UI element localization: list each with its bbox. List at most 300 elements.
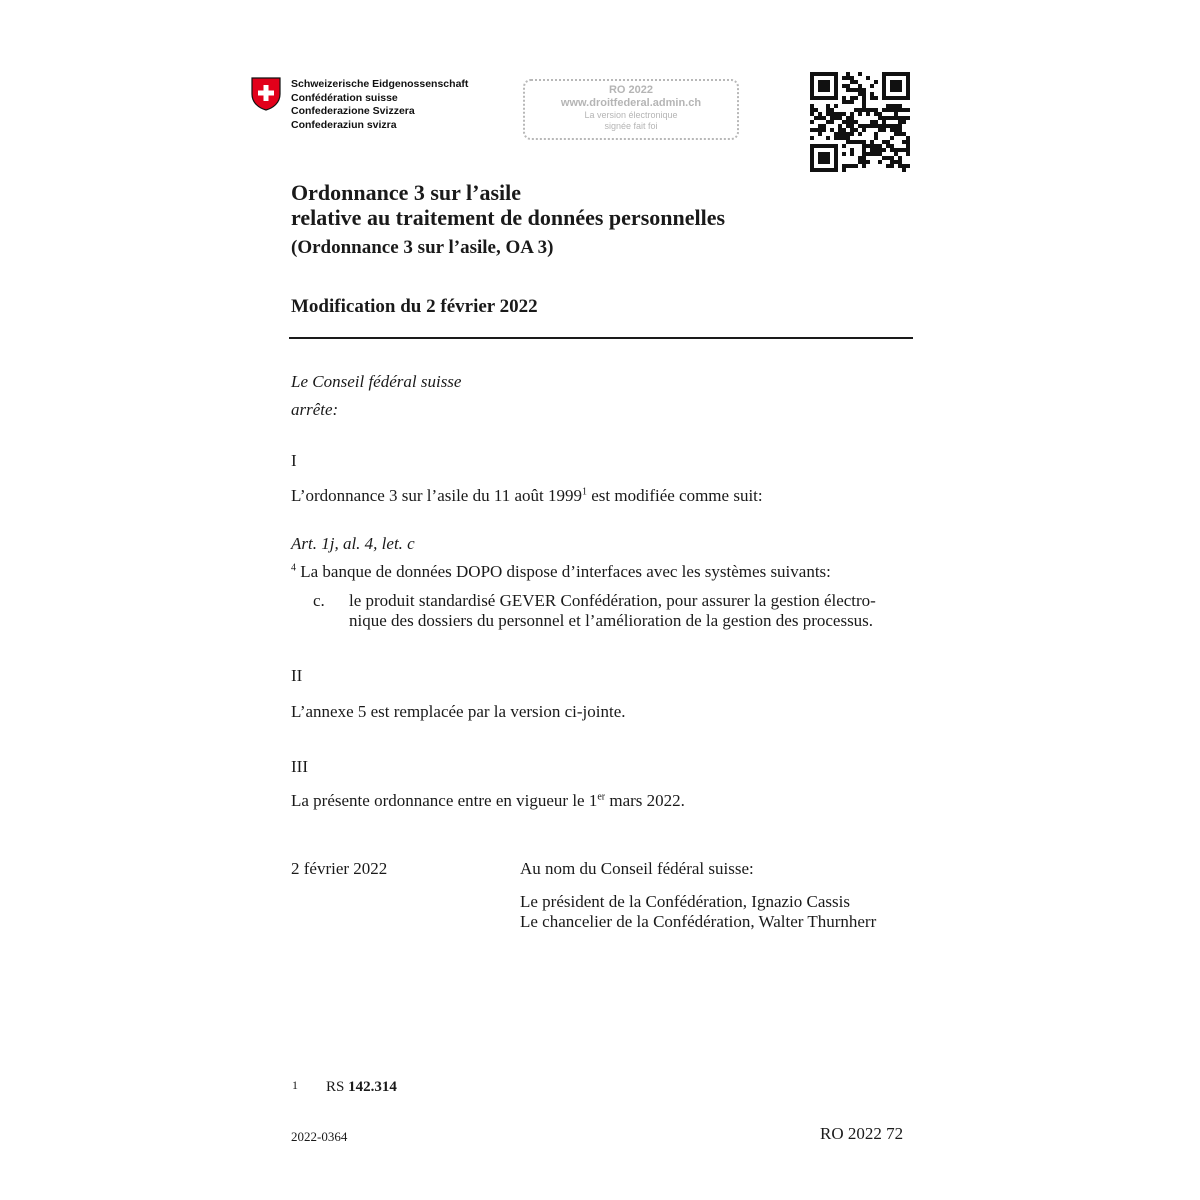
- qr-module: [822, 160, 826, 164]
- qr-module: [866, 152, 870, 156]
- qr-module: [850, 128, 854, 132]
- qr-module: [810, 152, 814, 156]
- qr-module: [842, 132, 846, 136]
- qr-module: [846, 164, 850, 168]
- qr-module: [810, 120, 814, 124]
- qr-module: [814, 72, 818, 76]
- qr-module: [874, 148, 878, 152]
- qr-module: [850, 164, 854, 168]
- qr-module: [906, 92, 910, 96]
- qr-module: [902, 164, 906, 168]
- qr-module: [850, 80, 854, 84]
- qr-module: [830, 144, 834, 148]
- qr-module: [886, 124, 890, 128]
- signatory-chancellor: Le chancelier de la Confédération, Walter Thurnherr: [520, 912, 877, 931]
- qr-module: [818, 132, 822, 136]
- confederation-name-de: Schweizerische Eidgenossenschaft: [291, 78, 469, 90]
- qr-module: [886, 96, 890, 100]
- footnote-ref-number: 142.314: [348, 1079, 397, 1095]
- qr-module: [822, 168, 826, 172]
- qr-module: [850, 132, 854, 136]
- confederation-names: [291, 78, 468, 132]
- qr-module: [838, 124, 842, 128]
- qr-module: [870, 152, 874, 156]
- qr-module: [810, 148, 814, 152]
- qr-module: [894, 84, 898, 88]
- qr-module: [882, 80, 886, 84]
- qr-module: [898, 156, 902, 160]
- qr-module: [814, 128, 818, 132]
- qr-module: [818, 152, 822, 156]
- section-numeral-2: II: [291, 666, 303, 685]
- qr-module: [826, 136, 830, 140]
- qr-module: [882, 116, 886, 120]
- qr-module: [850, 124, 854, 128]
- qr-module: [890, 156, 894, 160]
- qr-module: [830, 128, 834, 132]
- qr-module: [822, 128, 826, 132]
- qr-module: [890, 84, 894, 88]
- qr-module: [822, 116, 826, 120]
- qr-module: [870, 148, 874, 152]
- qr-module: [842, 96, 846, 100]
- stamp-url: www.droitfederal.admin.ch: [560, 97, 702, 109]
- qr-module: [810, 164, 814, 168]
- qr-module: [890, 160, 894, 164]
- qr-module: [902, 132, 906, 136]
- ordinal-suffix: er: [597, 791, 606, 803]
- qr-module: [878, 144, 882, 148]
- qr-module: [890, 80, 894, 84]
- qr-module: [870, 92, 874, 96]
- qr-module: [866, 112, 870, 116]
- qr-module: [834, 96, 838, 100]
- qr-module: [898, 120, 902, 124]
- qr-module: [870, 124, 874, 128]
- qr-module: [898, 104, 902, 108]
- qr-module: [874, 152, 878, 156]
- qr-module: [870, 140, 874, 144]
- qr-module: [850, 148, 854, 152]
- qr-module: [882, 108, 886, 112]
- qr-module: [874, 120, 878, 124]
- qr-module: [826, 84, 830, 88]
- qr-module: [854, 140, 858, 144]
- qr-module: [886, 156, 890, 160]
- qr-module: [842, 152, 846, 156]
- qr-module: [814, 168, 818, 172]
- qr-module: [906, 108, 910, 112]
- qr-module: [846, 88, 850, 92]
- qr-module: [894, 96, 898, 100]
- qr-module: [870, 120, 874, 124]
- qr-module: [842, 144, 846, 148]
- qr-module: [826, 104, 830, 108]
- stamp-note2: signée fait foi: [604, 121, 658, 131]
- qr-module: [818, 80, 822, 84]
- qr-module: [906, 72, 910, 76]
- qr-module: [822, 156, 826, 160]
- qr-module: [890, 72, 894, 76]
- qr-module: [842, 128, 846, 132]
- qr-module: [858, 72, 862, 76]
- qr-module: [826, 88, 830, 92]
- qr-module: [906, 152, 910, 156]
- qr-module: [894, 80, 898, 84]
- qr-module: [858, 140, 862, 144]
- qr-module: [814, 144, 818, 148]
- qr-module: [902, 168, 906, 172]
- qr-module: [834, 160, 838, 164]
- qr-module: [866, 76, 870, 80]
- qr-module: [834, 116, 838, 120]
- qr-module: [898, 164, 902, 168]
- qr-module: [846, 124, 850, 128]
- qr-module: [834, 136, 838, 140]
- qr-module: [822, 72, 826, 76]
- qr-module: [886, 72, 890, 76]
- qr-module: [834, 112, 838, 116]
- qr-module: [858, 124, 862, 128]
- list-item-line-2: nique des dossiers du personnel et l’amélioration de la gestion des processus.: [349, 611, 874, 630]
- list-item-c: [349, 591, 876, 631]
- title-line-1: Ordonnance 3 sur l’asile: [291, 180, 522, 205]
- qr-module: [886, 144, 890, 148]
- qr-module: [842, 120, 846, 124]
- preamble-authority: Le Conseil fédéral suisse: [291, 372, 462, 391]
- qr-module: [862, 96, 866, 100]
- qr-module: [810, 88, 814, 92]
- footnote-number: 1: [292, 1078, 298, 1092]
- qr-module: [878, 128, 882, 132]
- section1-intro-rest: est modifiée comme suit:: [586, 486, 763, 505]
- qr-module: [902, 108, 906, 112]
- qr-module: [874, 108, 878, 112]
- signatories: [520, 892, 876, 932]
- qr-module: [874, 124, 878, 128]
- qr-module: [810, 128, 814, 132]
- qr-module: [882, 148, 886, 152]
- qr-module: [866, 108, 870, 112]
- qr-module: [846, 140, 850, 144]
- qr-module: [826, 112, 830, 116]
- qr-module: [898, 132, 902, 136]
- qr-module: [818, 72, 822, 76]
- qr-module: [846, 72, 850, 76]
- qr-module: [834, 156, 838, 160]
- qr-module: [906, 116, 910, 120]
- section3-text-end: mars 2022.: [605, 791, 685, 810]
- qr-module: [886, 164, 890, 168]
- qr-module: [862, 100, 866, 104]
- qr-module: [902, 120, 906, 124]
- qr-module: [858, 160, 862, 164]
- qr-module: [890, 136, 894, 140]
- qr-module: [858, 92, 862, 96]
- qr-module: [870, 144, 874, 148]
- qr-module: [898, 124, 902, 128]
- qr-module: [810, 136, 814, 140]
- qr-module: [874, 96, 878, 100]
- paragraph-4: [291, 562, 831, 582]
- qr-module: [834, 148, 838, 152]
- qr-module: [882, 84, 886, 88]
- qr-module: [862, 164, 866, 168]
- qr-module: [834, 168, 838, 172]
- qr-module: [826, 168, 830, 172]
- qr-module: [858, 112, 862, 116]
- qr-module: [826, 156, 830, 160]
- qr-module: [810, 104, 814, 108]
- qr-module: [818, 124, 822, 128]
- qr-module: [818, 84, 822, 88]
- qr-module: [890, 124, 894, 128]
- stamp-note1: La version électronique: [584, 110, 678, 120]
- qr-module: [890, 128, 894, 132]
- qr-module: [906, 88, 910, 92]
- qr-module: [862, 88, 866, 92]
- qr-module: [834, 80, 838, 84]
- qr-module: [834, 164, 838, 168]
- qr-module: [818, 156, 822, 160]
- qr-module: [834, 88, 838, 92]
- qr-module: [810, 112, 814, 116]
- qr-module: [830, 116, 834, 120]
- qr-module: [894, 152, 898, 156]
- qr-module: [846, 100, 850, 104]
- qr-module: [898, 148, 902, 152]
- qr-module: [850, 88, 854, 92]
- qr-module: [846, 76, 850, 80]
- qr-module: [814, 108, 818, 112]
- qr-module: [902, 148, 906, 152]
- qr-module: [830, 96, 834, 100]
- qr-module: [894, 72, 898, 76]
- qr-module: [894, 132, 898, 136]
- section2-text: L’annexe 5 est remplacée par la version ci-jointe.: [291, 702, 626, 721]
- qr-module: [878, 160, 882, 164]
- qr-module: [898, 84, 902, 88]
- qr-module: [878, 148, 882, 152]
- qr-module: [902, 116, 906, 120]
- qr-module: [846, 116, 850, 120]
- qr-module: [842, 168, 846, 172]
- list-item-line-1: le produit standardisé GEVER Confédération, pour assurer la gestion électro-: [349, 591, 876, 610]
- qr-module: [862, 156, 866, 160]
- qr-module: [894, 88, 898, 92]
- qr-module: [810, 76, 814, 80]
- qr-module: [890, 108, 894, 112]
- qr-module: [818, 168, 822, 172]
- qr-module: [886, 104, 890, 108]
- qr-module: [830, 168, 834, 172]
- qr-module: [890, 88, 894, 92]
- qr-module: [906, 164, 910, 168]
- qr-module: [862, 140, 866, 144]
- qr-module: [866, 144, 870, 148]
- qr-module: [818, 128, 822, 132]
- qr-module: [874, 144, 878, 148]
- qr-module: [894, 160, 898, 164]
- list-item-letter: c.: [313, 591, 325, 610]
- qr-module: [830, 120, 834, 124]
- qr-module: [882, 156, 886, 160]
- signature-stamp: [523, 79, 739, 140]
- qr-module: [834, 72, 838, 76]
- qr-module: [822, 124, 826, 128]
- qr-module: [862, 128, 866, 132]
- qr-module: [894, 108, 898, 112]
- qr-module: [810, 156, 814, 160]
- qr-module: [822, 88, 826, 92]
- qr-module: [842, 84, 846, 88]
- qr-module: [906, 136, 910, 140]
- swiss-crest-icon: [251, 77, 281, 111]
- qr-module: [846, 136, 850, 140]
- qr-module: [838, 112, 842, 116]
- qr-module: [882, 92, 886, 96]
- qr-module: [826, 96, 830, 100]
- qr-module: [886, 116, 890, 120]
- qr-module: [818, 160, 822, 164]
- qr-module: [874, 80, 878, 84]
- qr-module: [846, 120, 850, 124]
- qr-module: [826, 152, 830, 156]
- qr-module: [850, 120, 854, 124]
- qr-module: [894, 128, 898, 132]
- section1-intro: [291, 486, 763, 506]
- qr-module: [842, 112, 846, 116]
- qr-module: [862, 152, 866, 156]
- qr-module: [814, 96, 818, 100]
- qr-module: [838, 116, 842, 120]
- stamp-ro: RO 2022: [608, 84, 654, 96]
- qr-module: [826, 108, 830, 112]
- qr-module: [834, 104, 838, 108]
- section1-intro-text: L’ordonnance 3 sur l’asile du 11 août 1999: [291, 486, 582, 505]
- confederation-name-rm: Confederaziun svizra: [291, 118, 397, 131]
- qr-module: [898, 128, 902, 132]
- section-numeral-1: I: [291, 451, 297, 470]
- document-title: [291, 180, 725, 230]
- qr-module: [834, 92, 838, 96]
- qr-module: [906, 80, 910, 84]
- qr-module: [874, 136, 878, 140]
- paragraph-number: 4: [291, 562, 296, 574]
- qr-module: [878, 152, 882, 156]
- qr-module: [874, 112, 878, 116]
- qr-module: [874, 132, 878, 136]
- qr-module: [822, 80, 826, 84]
- qr-module: [834, 76, 838, 80]
- qr-module: [882, 76, 886, 80]
- qr-module: [894, 104, 898, 108]
- qr-module: [834, 152, 838, 156]
- confederation-name-fr: Confédération suisse: [291, 91, 398, 104]
- qr-module: [894, 124, 898, 128]
- qr-module: [818, 88, 822, 92]
- preamble: [291, 368, 461, 424]
- qr-module: [826, 144, 830, 148]
- qr-module: [862, 160, 866, 164]
- qr-module: [898, 88, 902, 92]
- article-heading: Art. 1j, al. 4, let. c: [291, 534, 415, 553]
- qr-module: [818, 112, 822, 116]
- qr-module: [882, 124, 886, 128]
- qr-module: [858, 156, 862, 160]
- qr-module: [866, 160, 870, 164]
- qr-module: [862, 108, 866, 112]
- ro-reference: RO 2022 72: [820, 1124, 904, 1143]
- qr-module: [850, 152, 854, 156]
- qr-module: [898, 160, 902, 164]
- qr-module: [822, 152, 826, 156]
- qr-module: [830, 112, 834, 116]
- qr-module: [846, 84, 850, 88]
- qr-module: [902, 140, 906, 144]
- qr-module: [826, 80, 830, 84]
- qr-code-icon: [810, 72, 910, 172]
- qr-module: [810, 160, 814, 164]
- qr-module: [814, 116, 818, 120]
- qr-module: [858, 84, 862, 88]
- qr-module: [850, 76, 854, 80]
- qr-module: [906, 96, 910, 100]
- qr-module: [890, 164, 894, 168]
- qr-module: [854, 96, 858, 100]
- qr-module: [822, 96, 826, 100]
- qr-module: [846, 132, 850, 136]
- qr-module: [854, 80, 858, 84]
- qr-module: [890, 116, 894, 120]
- qr-module: [830, 72, 834, 76]
- qr-module: [882, 120, 886, 124]
- qr-module: [810, 108, 814, 112]
- qr-module: [842, 76, 846, 80]
- qr-module: [886, 140, 890, 144]
- qr-module: [906, 144, 910, 148]
- qr-module: [906, 84, 910, 88]
- signature-date: 2 février 2022: [291, 859, 388, 878]
- qr-module: [894, 148, 898, 152]
- qr-module: [858, 88, 862, 92]
- qr-module: [890, 148, 894, 152]
- title-divider: [289, 337, 913, 339]
- document-number: 2022-0364: [291, 1129, 348, 1144]
- qr-module: [858, 132, 862, 136]
- qr-module: [898, 96, 902, 100]
- qr-module: [838, 132, 842, 136]
- qr-module: [850, 116, 854, 120]
- signature-on-behalf: Au nom du Conseil fédéral suisse:: [520, 859, 754, 878]
- footnote-prefix: RS: [326, 1079, 349, 1095]
- qr-module: [862, 104, 866, 108]
- qr-module: [850, 96, 854, 100]
- footnote-ref[interactable]: 1: [581, 486, 587, 498]
- qr-module: [890, 144, 894, 148]
- qr-module: [882, 72, 886, 76]
- qr-module: [878, 116, 882, 120]
- qr-module: [810, 92, 814, 96]
- qr-module: [854, 128, 858, 132]
- qr-module: [854, 108, 858, 112]
- signatory-president: Le président de la Confédération, Ignazio Cassis: [520, 892, 850, 911]
- preamble-decree: arrête:: [291, 400, 339, 419]
- qr-module: [834, 132, 838, 136]
- qr-module: [882, 88, 886, 92]
- qr-module: [810, 80, 814, 84]
- qr-module: [850, 100, 854, 104]
